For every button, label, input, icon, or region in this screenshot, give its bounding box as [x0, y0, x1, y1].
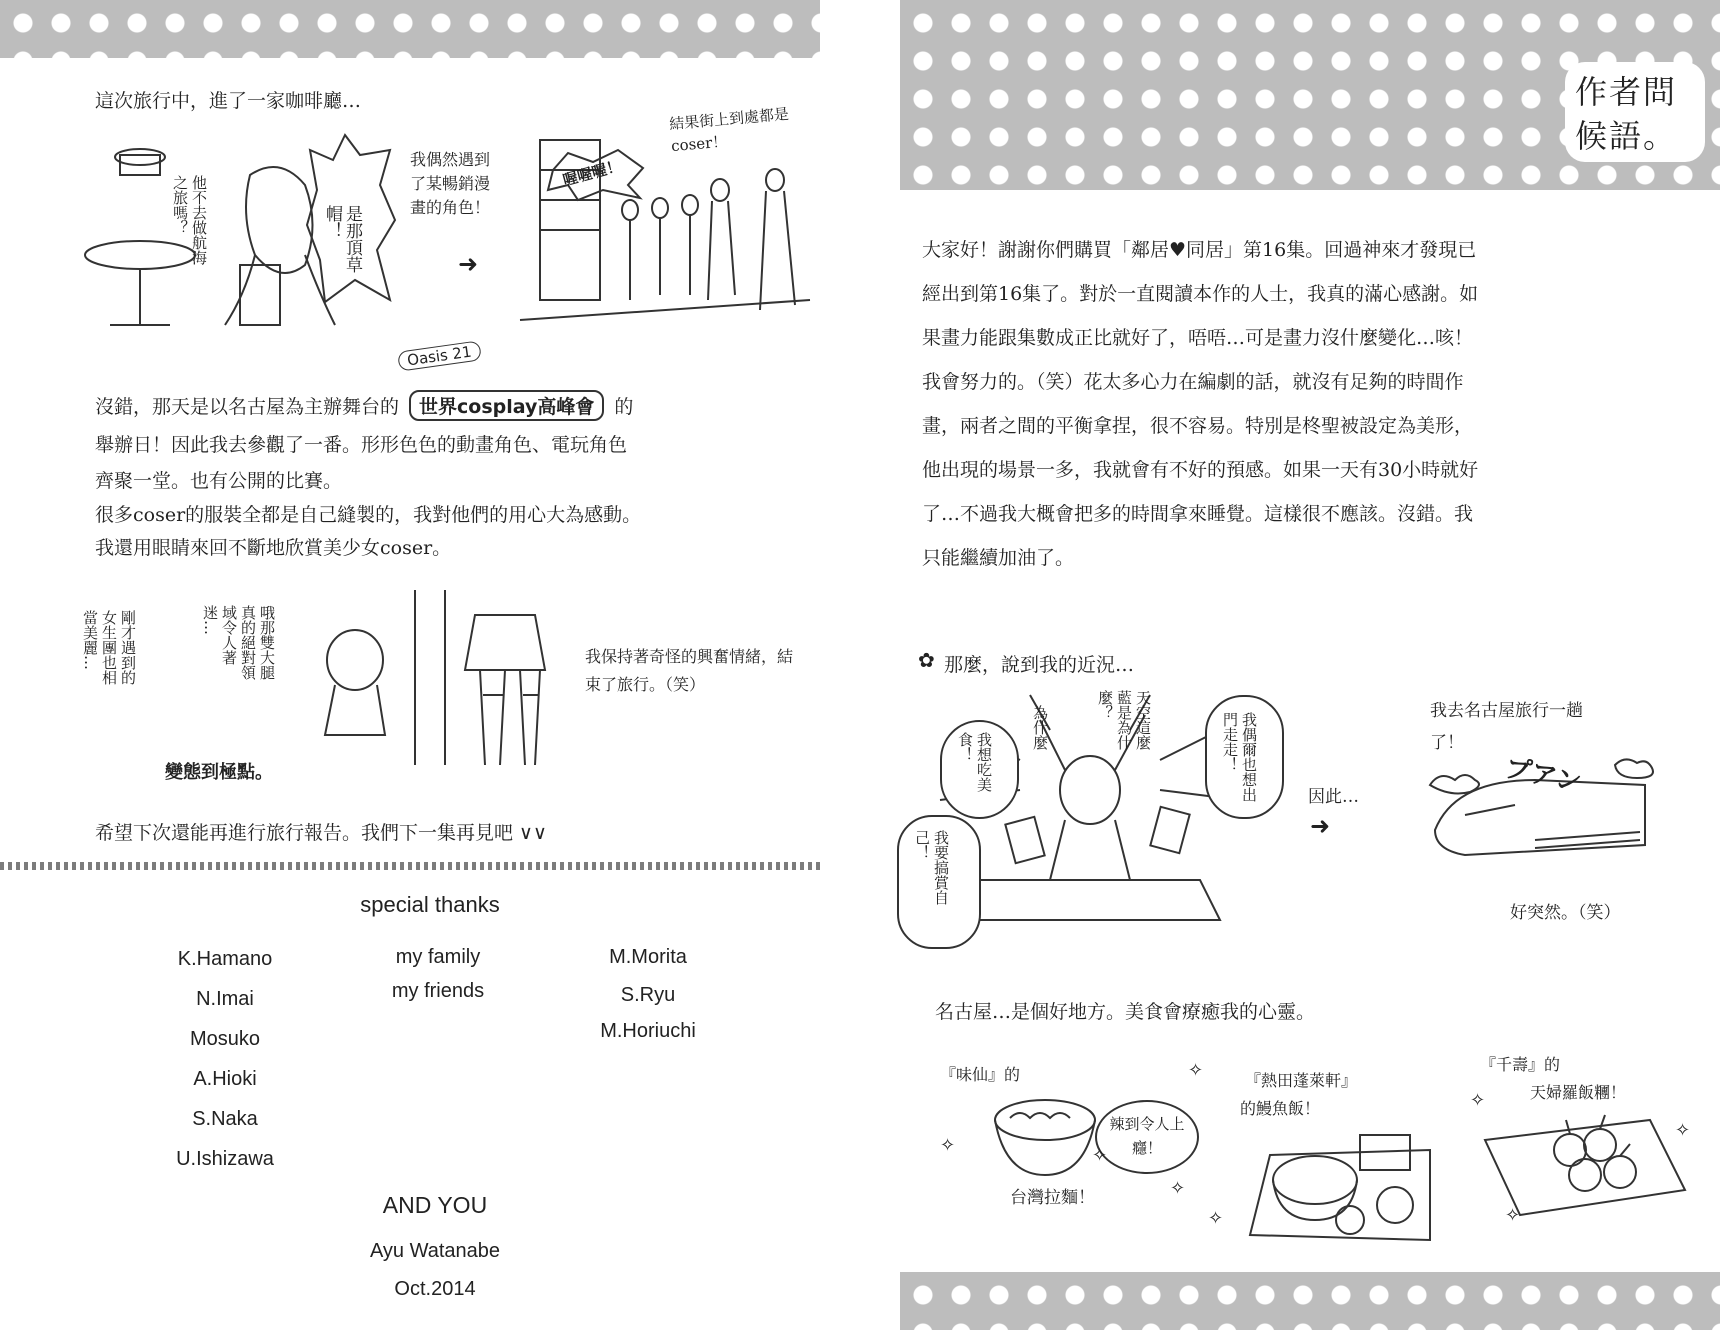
therefore-text: 因此… [1308, 787, 1359, 807]
para1-line3: 齊聚一堂。也有公開的比賽。 [95, 470, 343, 492]
girl-sketch [305, 585, 545, 775]
recent-heading: 那麼，說到我的近況… [944, 654, 1135, 676]
para1-line4: 很多coser的服裝全都是自己縫製的，我對他們的用心大為感動。 [95, 504, 642, 526]
narration-text: 我偶然遇到了某暢銷漫畫的角色！ [410, 150, 491, 217]
bubble-hat-text: 是那頂草帽！ [322, 205, 362, 273]
para1-line5: 我還用眼睛來回不斷地欣賞美少女coser。 [95, 537, 452, 559]
nagoya-text: 名古屋…是個好地方。美食會療癒我的心靈。 [935, 1001, 1316, 1023]
ending-text: 我保持著奇怪的興奮情緒，結束了旅行。（笑） [585, 647, 794, 694]
greeting-line: 大家好！謝謝你們購買「鄰居♥同居」第16集。回過神來才發現已 [922, 239, 1477, 261]
bubble-small-text: 他不去做航海之旅嗎？ [171, 175, 208, 265]
sparkle-icon: ✧ [1675, 1120, 1691, 1141]
intro-text: 這次旅行中，進了一家咖啡廳… [95, 90, 362, 112]
farewell-text: 希望下次還能再進行旅行報告。我們下一集再見吧 ∨∨ [95, 822, 547, 844]
sparkle-icon: ✧ [1092, 1145, 1108, 1166]
food-shop-2: 『熱田蓬萊軒』 [1245, 1071, 1358, 1090]
credit-name: K.Hamano [177, 948, 273, 970]
arrow-right-icon: ➜ [458, 250, 479, 278]
trip-text: 我去名古屋旅行一趟了！ [1430, 701, 1583, 753]
sparkle-icon: ✧ [940, 1135, 956, 1156]
caption-a: 剛才遇到的女生團也相當美麗… [81, 610, 137, 685]
credit-name: M.Horiuchi [600, 1020, 696, 1042]
bottom-dot-band-right [900, 1272, 1720, 1330]
credit-name: S.Naka [192, 1108, 258, 1130]
food-dish-1: 台灣拉麵！ [1010, 1188, 1095, 1208]
food-shop-1: 『味仙』的 [940, 1065, 1021, 1084]
credit-name: U.Ishizawa [176, 1148, 274, 1170]
wavy-divider [0, 862, 820, 870]
sparkle-icon: ✧ [1188, 1060, 1204, 1081]
para1-line1 [95, 390, 633, 421]
para1-pre: 沒錯，那天是以名古屋為主辦舞台的 [95, 396, 400, 418]
credit-name: Mosuko [189, 1028, 261, 1050]
bubble-go-out-text: 我偶爾也想出門走走！ [1221, 712, 1258, 802]
food-dish-3: 天婦羅飯糰！ [1530, 1083, 1627, 1102]
and-you: AND YOU [382, 1192, 488, 1218]
sparkle-icon: ✧ [1170, 1178, 1186, 1199]
header-title: 作者問候語。 [1575, 73, 1678, 155]
greeting-paragraph [922, 228, 1478, 580]
sparkle-icon: ✧ [1470, 1090, 1486, 1111]
spicy-text: 辣到令人上癮！ [1109, 1115, 1185, 1157]
bubble-sky-text: 天空這麼藍是為什麼？ [1096, 690, 1152, 750]
author-name: Ayu Watanabe [369, 1240, 501, 1262]
greeting-line: 我會努力的。（笑）花太多心力在編劇的話，就沒有足夠的時間作 [922, 371, 1464, 393]
summit-highlight: 世界cosplay高峰會 [409, 390, 604, 421]
food-dish-2: 的鰻魚飯！ [1240, 1099, 1321, 1118]
greeting-line: 了…不過我大概會把多的時間拿來睡覺。這樣很不應該。沒錯。我 [922, 503, 1474, 525]
sparkle-icon: ✧ [1505, 1205, 1521, 1226]
para1-line2: 舉辦日！因此我去參觀了一番。形形色色的動畫角色、電玩角色 [95, 434, 628, 456]
bubble-want-food-text: 我想吃美食！ [956, 732, 993, 792]
sparkle-icon: ✧ [1208, 1208, 1224, 1229]
greeting-line: 只能繼續加油了。 [922, 547, 1075, 569]
street-note: 結果街上到處都是coser！ [668, 104, 790, 156]
bubble-escape-text: 我要搞賞自己！ [913, 830, 950, 905]
greeting-line: 他出現的場景一多，我就會有不好的預感。如果一天有30小時就好 [922, 459, 1479, 481]
bubble-why-text: 為什麼 [1031, 705, 1049, 750]
eel-rice-sketch [1240, 1125, 1440, 1255]
shout-text-visible: 喔喔喔！ [560, 156, 624, 190]
pervert-text: 變態到極點。 [165, 762, 273, 783]
sudden-text: 好突然。（笑） [1510, 903, 1621, 923]
credit-name: A.Hioki [193, 1068, 257, 1090]
oasis-label: Oasis 21 [397, 340, 482, 371]
caption-b: 哦那雙大腿真的絕對領域令人著迷… [201, 605, 276, 680]
page-gutter [820, 0, 900, 1330]
credit-name: S.Ryu [620, 984, 676, 1006]
credit-name: N.Imai [196, 988, 254, 1010]
credit-name: my family [395, 946, 481, 968]
greeting-line: 經出到第16集了。對於一直閱讀本作的人士，我真的滿心感謝。如 [922, 283, 1479, 305]
signature-date: Oct.2014 [394, 1278, 476, 1300]
top-dot-band-left [0, 0, 820, 58]
greeting-line: 畫，兩者之間的平衡拿捏，很不容易。特別是柊聖被設定為美形， [922, 415, 1474, 437]
credit-name: my friends [391, 980, 485, 1002]
greeting-line: 果畫力能跟集數成正比就好了，唔唔…可是畫力沒什麼變化…咳！ [922, 327, 1474, 349]
special-thanks-title: special thanks [360, 892, 500, 917]
flower-icon: ✿ [918, 648, 935, 672]
ramen-sketch [990, 1090, 1100, 1180]
credit-name: M.Morita [609, 946, 687, 968]
para1-post: 的 [614, 396, 634, 418]
tempura-sketch [1480, 1100, 1690, 1220]
sound-text: プアン [1502, 753, 1584, 799]
arrow-right-icon: ➜ [1310, 812, 1331, 840]
food-shop-3: 『千壽』的 [1480, 1055, 1561, 1074]
